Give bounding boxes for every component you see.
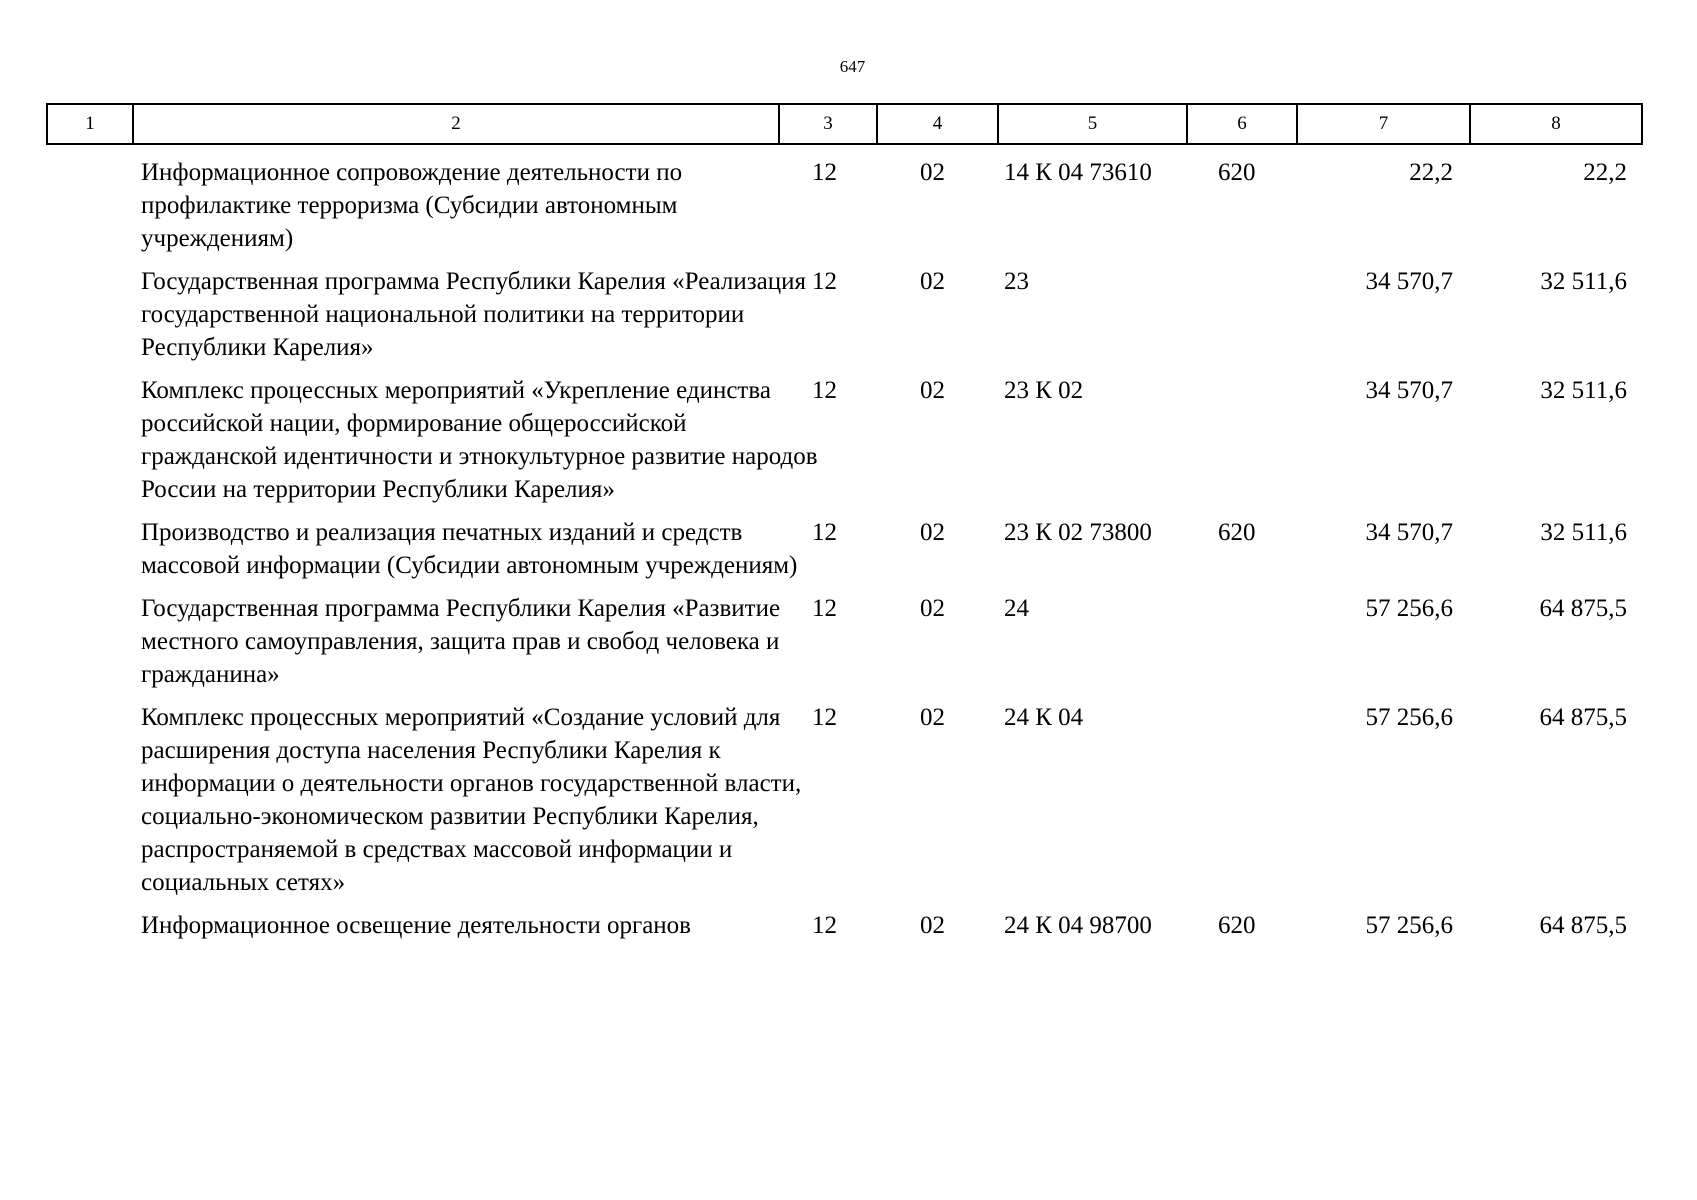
column-header-2: 2 [133, 104, 779, 144]
row-amount-2: 32 511,6 [1540, 268, 1627, 295]
row-subsection: 02 [920, 519, 945, 546]
budget-table-body [46, 146, 1639, 942]
row-name: Государственная программа Республики Карелия «Реализация государственной национальной политики на территории Республики Карелия» [141, 268, 806, 361]
column-header-table [46, 103, 1643, 145]
row-section: 12 [812, 377, 837, 404]
row-amount-1: 57 256,6 [1365, 704, 1453, 731]
table-row [46, 146, 1639, 255]
table-row [46, 506, 1639, 582]
row-section: 12 [812, 159, 837, 186]
row-target-code: 23 К 02 73800 [1004, 519, 1152, 546]
row-amount-1: 34 570,7 [1365, 268, 1453, 295]
row-subsection: 02 [920, 268, 945, 295]
row-amount-2: 64 875,5 [1539, 912, 1627, 939]
table-row [46, 364, 1639, 506]
table-row [46, 899, 1639, 942]
row-amount-1: 34 570,7 [1365, 377, 1453, 404]
row-subsection: 02 [920, 159, 945, 186]
row-name: Комплекс процессных мероприятий «Укрепление единства российской нации, формирование общероссийской гражданской идентичности и этнокультурное развитие народов России на территории Республики Карелия» [141, 377, 818, 503]
column-header-1: 1 [47, 104, 133, 144]
row-section: 12 [812, 912, 837, 939]
column-header-row [47, 104, 1642, 144]
row-name: Информационное сопровождение деятельности по профилактике терроризма (Субсидии автономным учреждениям) [141, 159, 683, 252]
row-amount-1: 57 256,6 [1365, 912, 1453, 939]
column-header-7: 7 [1297, 104, 1470, 144]
row-amount-2: 64 875,5 [1539, 595, 1627, 622]
column-header-5: 5 [998, 104, 1187, 144]
row-section: 12 [812, 519, 837, 546]
row-amount-2: 32 511,6 [1540, 377, 1627, 404]
row-subsection: 02 [920, 912, 945, 939]
column-header-6: 6 [1187, 104, 1297, 144]
row-target-code: 14 К 04 73610 [1004, 159, 1152, 186]
row-name: Комплекс процессных мероприятий «Создание условий для расширения доступа населения Республики Карелия к информации о деятельности органов государственной власти, социально-экономическом развитии Республики Карелия, распространяемой в средствах массовой информации и социальных сетях» [141, 704, 802, 896]
table-row [46, 255, 1639, 364]
row-section: 12 [812, 704, 837, 731]
column-header-8: 8 [1470, 104, 1642, 144]
row-expense-type: 620 [1218, 912, 1256, 939]
page-number: 647 [839, 57, 866, 76]
row-amount-2: 64 875,5 [1539, 704, 1627, 731]
row-target-code: 23 [1004, 268, 1029, 295]
row-target-code: 24 [1004, 595, 1029, 622]
row-expense-type: 620 [1218, 159, 1256, 186]
row-subsection: 02 [920, 704, 945, 731]
row-target-code: 23 К 02 [1004, 377, 1084, 404]
row-amount-1: 57 256,6 [1365, 595, 1453, 622]
row-section: 12 [812, 595, 837, 622]
row-amount-2: 22,2 [1583, 159, 1627, 186]
table-row [46, 582, 1639, 691]
row-name: Производство и реализация печатных изданий и средств массовой информации (Субсидии автономным учреждениям) [141, 519, 798, 579]
row-subsection: 02 [920, 377, 945, 404]
column-header-4: 4 [877, 104, 998, 144]
row-name: Информационное освещение деятельности органов [141, 912, 691, 939]
table-row [46, 691, 1639, 899]
row-section: 12 [812, 268, 837, 295]
row-target-code: 24 К 04 [1004, 704, 1084, 731]
row-amount-2: 32 511,6 [1540, 519, 1627, 546]
column-header-3: 3 [779, 104, 877, 144]
row-subsection: 02 [920, 595, 945, 622]
row-expense-type: 620 [1218, 519, 1256, 546]
row-amount-1: 34 570,7 [1365, 519, 1453, 546]
row-name: Государственная программа Республики Карелия «Развитие местного самоуправления, защита прав и свобод человека и гражданина» [141, 595, 781, 688]
row-amount-1: 22,2 [1409, 159, 1453, 186]
row-target-code: 24 К 04 98700 [1004, 912, 1152, 939]
